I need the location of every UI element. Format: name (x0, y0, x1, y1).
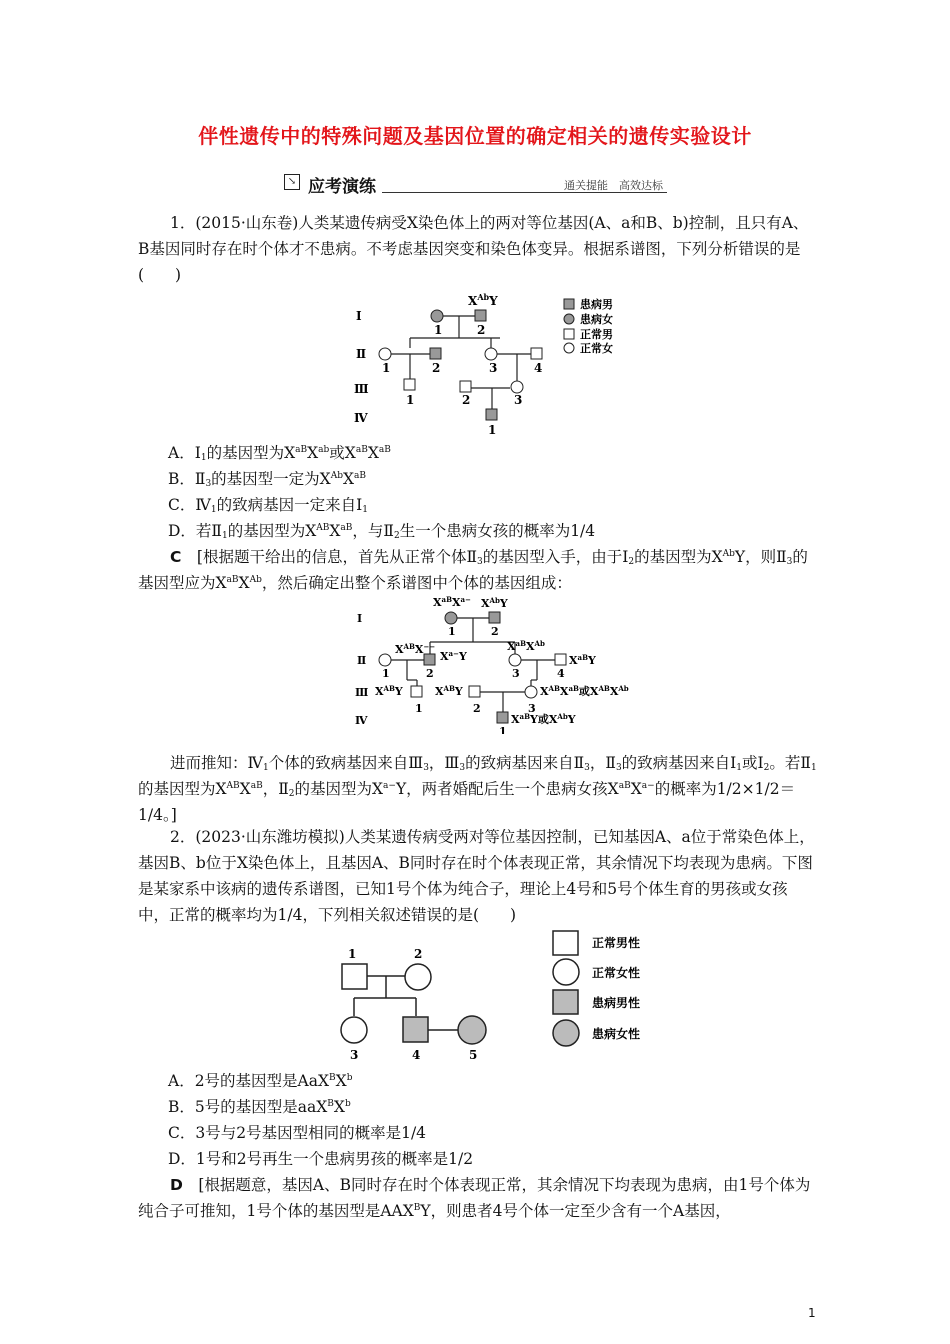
svg-text:4: 4 (412, 1048, 421, 1062)
q2-option-b: B．5号的基因型是$aaX^BX^b$ (168, 1098, 351, 1116)
svg-text:1: 1 (382, 361, 391, 375)
svg-text:XABY: $X^{AB}Y$ (435, 684, 463, 698)
section-banner (282, 172, 667, 197)
svg-text:XaBXa−: $X^{aB}X^{a-}$ (433, 595, 471, 609)
svg-text:Ⅰ: Ⅰ (357, 612, 363, 625)
svg-text:2: 2 (477, 323, 486, 337)
legend-label: 正常女性 (592, 966, 641, 980)
svg-text:XABX−−: $X^{AB}X^{--}$ (395, 642, 436, 656)
q1-answer: C (170, 548, 182, 566)
q1-stem: 1．(2015·山东卷)人类某遗传病受X染色体上的两对等位基因(A、a和B、b)控制，且只有A、B基因同时存在时个体才不患病。不考虑基因突变和染色体变异。根据系谱图，下列分析错误的是( ) (138, 214, 809, 284)
svg-text:XaBY或XAbY: $X^{aB}Y$或$X^{Ab}Y$ (511, 712, 576, 726)
legend-label: 患病女 (580, 313, 613, 326)
svg-text:3: 3 (514, 393, 523, 407)
svg-text:4: 4 (557, 667, 565, 680)
q2-pedigree (330, 926, 670, 1066)
practice-icon: ↘ (284, 174, 300, 190)
svg-text:XABXaB或XABXAb: $X^{AB}X^{aB}$或$X^{AB}X^{Ab}$ (540, 684, 629, 698)
svg-text:2: 2 (414, 947, 423, 961)
svg-text:Ⅲ: Ⅲ (355, 686, 369, 699)
q1-option-a: A．$Ⅰ_1$的基因型为$X^{aB}X^{ab}$或$X^{aB}X^{aB}$ (168, 444, 391, 463)
svg-text:2: 2 (491, 625, 499, 638)
gen-label: Ⅲ (354, 382, 369, 396)
svg-text:2: 2 (426, 667, 434, 680)
q2-option-c: C．3号与2号基因型相同的概率是1/4 (168, 1124, 427, 1142)
q2-explanation: D [根据题意，基因A、B同时存在时个体表现正常，其余情况下均表现为患病，由1号个体为纯合子可推知，1号个体的基因型是$AAX^BY$，则患者4号个体一定至少含有一个A基因， (138, 1176, 811, 1220)
q2-option-a: A．2号的基因型是$AaX^BX^b$ (168, 1072, 353, 1090)
legend-label: 正常女 (580, 342, 613, 355)
q1-pedigree (340, 292, 640, 442)
svg-text:3: 3 (489, 361, 498, 375)
page-number: 1 (808, 1306, 816, 1320)
svg-text:1: 1 (488, 423, 497, 437)
svg-text:1: 1 (448, 625, 456, 638)
gen-label: Ⅰ (356, 309, 362, 323)
banner-right: 通关提能 高效达标 (564, 179, 663, 192)
banner-label: 应考演练 (308, 177, 376, 197)
svg-text:1: 1 (434, 323, 443, 337)
legend-label: 正常男 (580, 328, 613, 341)
svg-text:XaBY: $X^{aB}Y$ (569, 653, 596, 667)
page-title: 伴性遗传中的特殊问题及基因位置的确定相关的遗传实验设计 (198, 124, 752, 148)
svg-text:3: 3 (350, 1048, 359, 1062)
svg-text:1: 1 (406, 393, 415, 407)
q1-option-c: C．$Ⅳ_1$的致病基因一定来自$Ⅰ_1$ (168, 496, 368, 515)
q1-annotated-pedigree (355, 594, 635, 734)
q1-option-b: B．$Ⅱ_3$的基因型一定为$X^{Ab}X^{aB}$ (168, 470, 367, 489)
svg-text:Ⅱ: Ⅱ (357, 654, 367, 667)
svg-text:3: 3 (528, 702, 536, 715)
svg-text:XAbY: $X^{Ab}Y$ (481, 596, 508, 610)
svg-text:4: 4 (534, 361, 543, 375)
svg-text:2: 2 (462, 393, 471, 407)
q2-stem: 2．(2023·山东潍坊模拟)人类某遗传病受两对等位基因控制，已知基因A、a位于常染色体上，基因B、b位于X染色体上，且基因A、B同时存在时个体表现正常，其余情况下均表现为患病。下图是某家系中该病的遗传系谱图，已知1号个体为纯合子，理论上4号和5号个体生育的男孩或女孩中，正常的概率均为1/4，下列相关叙述错误的是( ) (138, 828, 815, 924)
q2-option-d: D．1号和2号再生一个患病男孩的概率是1/2 (168, 1150, 474, 1168)
svg-text:2: 2 (473, 702, 481, 715)
legend-label: 正常男性 (592, 936, 641, 950)
svg-text:Ⅳ: Ⅳ (355, 714, 368, 727)
svg-text:2: 2 (432, 361, 441, 375)
legend-label: 患病女性 (592, 1027, 641, 1041)
svg-text:1: 1 (499, 725, 507, 734)
svg-text:XaBXAb: $X^{aB}X^{Ab}$ (507, 639, 545, 653)
legend-label: 患病男 (580, 298, 613, 311)
svg-text:1: 1 (415, 702, 423, 715)
svg-text:XABY: $X^{AB}Y$ (375, 684, 403, 698)
q1-explanation: C [根据题干给出的信息，首先从正常个体$Ⅱ_3$的基因型入手，由于$Ⅰ_2$的基因型为$X^{Ab}Y$，则$Ⅱ_3$的基因型应为$X^{aB}X^{Ab}$，然后确定出整个系谱图中个体的基因组成： (138, 548, 808, 592)
legend-label: 患病男性 (592, 996, 641, 1010)
i2-genotype: $X^{Ab}Y$ (468, 292, 498, 308)
q2-answer: D (170, 1176, 183, 1194)
svg-text:1: 1 (348, 947, 357, 961)
q1-explanation-cont: 进而推知：$Ⅳ_1$个体的致病基因来自$Ⅲ_3$，$Ⅲ_3$的致病基因来自$Ⅱ_3$，$Ⅱ_3$的致病基因来自$Ⅰ_1$或$Ⅰ_2$。若$Ⅱ_1$的基因型为$X^{AB}X^{aB}$，$Ⅱ_2$的基因型为$X^{a-}Y$，两者婚配后生一个患病女孩$X^{aB}X^{a-}$的概率为1/2×1/2＝1/4。] (138, 754, 817, 824)
q1-option-d: D．若$Ⅱ_1$的基因型为$X^{AB}X^{aB}$，与$Ⅱ_2$生一个患病女孩的概率为1/4 (168, 522, 596, 541)
gen-label: Ⅳ (354, 411, 368, 425)
svg-text:Xa−Y: $X^{a-}Y$ (440, 649, 467, 663)
svg-text:1: 1 (382, 667, 390, 680)
gen-label: Ⅱ (356, 347, 367, 361)
svg-text:3: 3 (512, 667, 520, 680)
svg-text:5: 5 (469, 1048, 478, 1062)
